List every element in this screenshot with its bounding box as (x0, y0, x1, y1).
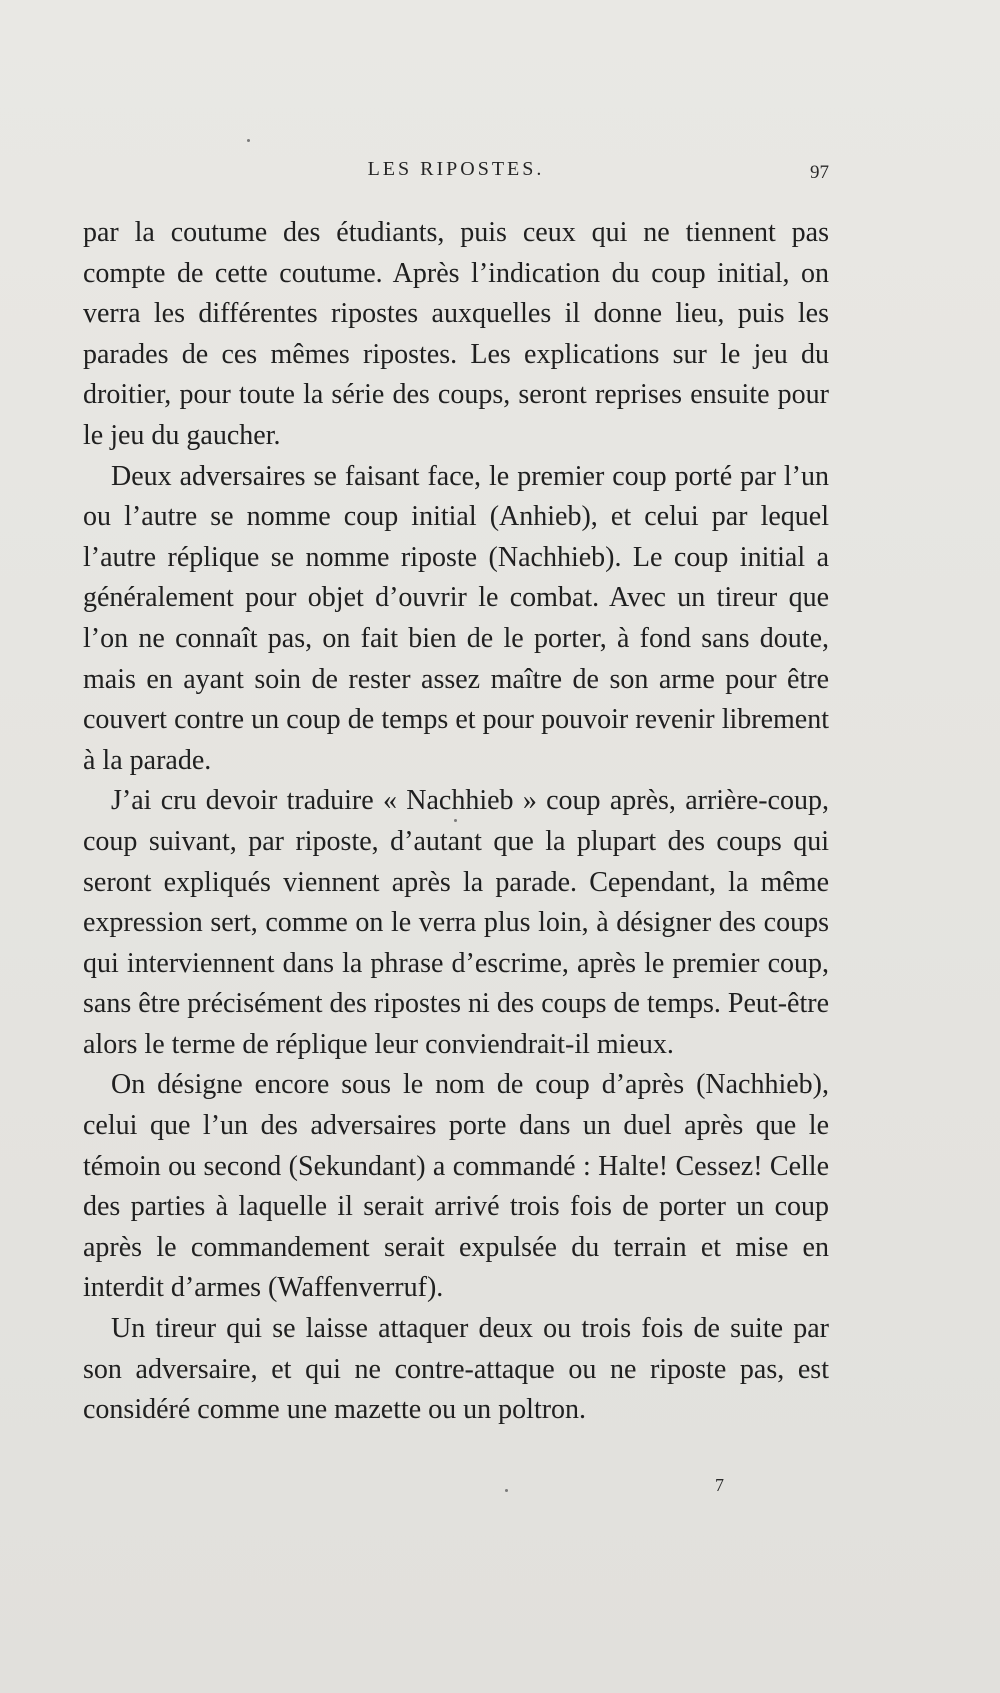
paragraph-3: J’ai cru devoir traduire « Nachhieb » coup après, arrière-coup, coup suivant, par riposte, d’autant que la plupart des coups qui seront expliqués viennent après la parade. Cependant, la même expression sert, comme on le verra plus loin, à désigner des coups qui interviennent dans la phrase d’escrime, après le premier coup, sans être précisément des ripostes ni des coups de temps. Peut-être alors le terme de réplique leur conviendrait-il mieux. (83, 785, 829, 1060)
page-number: 97 (810, 162, 829, 183)
paper-speck (247, 139, 250, 142)
running-title: LES RIPOSTES. (367, 158, 545, 180)
paragraph-5: Un tireur qui se laisse attaquer deux ou trois fois de suite par son adversaire, et qui ne contre-attaque ou ne riposte pas, est considéré comme une mazette ou un poltron. (83, 1313, 829, 1426)
paragraph-1: par la coutume des étudiants, puis ceux qui ne tiennent pas compte de cette coutume. Après l’indication du coup initial, on verra les différentes ripostes auxquelles il donne lieu, puis les parades de ces mêmes ripostes. Les explications sur le jeu du droitier, pour toute la série des coups, seront reprises ensuite pour le jeu du gaucher. (83, 217, 829, 451)
running-head (83, 158, 829, 198)
paragraph-4: On désigne encore sous le nom de coup d’après (Nachhieb), celui que l’un des adversaires porte dans un duel après que le témoin ou second (Sekundant) a commandé : Halte! Cessez! Celle des parties à laquelle il serait arrivé trois fois de porter un coup après le commandement serait expulsée du terrain et mise en interdit d’armes (Waffenverruf). (83, 1069, 829, 1304)
paper-speck (505, 1489, 508, 1492)
signature-mark: 7 (715, 1475, 724, 1495)
body-text (83, 213, 829, 1431)
paragraph-2: Deux adversaires se faisant face, le premier coup porté par l’un ou l’autre se nomme coup initial (Anhieb), et celui par lequel l’autre réplique se nomme riposte (Nachhieb). Le coup initial a généralement pour objet d’ouvrir le combat. Avec un tireur que l’on ne connaît pas, on fait bien de le porter, à fond sans doute, mais en ayant soin de rester assez maître de son arme pour être couvert contre un coup de temps et pour pouvoir revenir librement à la parade. (83, 460, 829, 776)
